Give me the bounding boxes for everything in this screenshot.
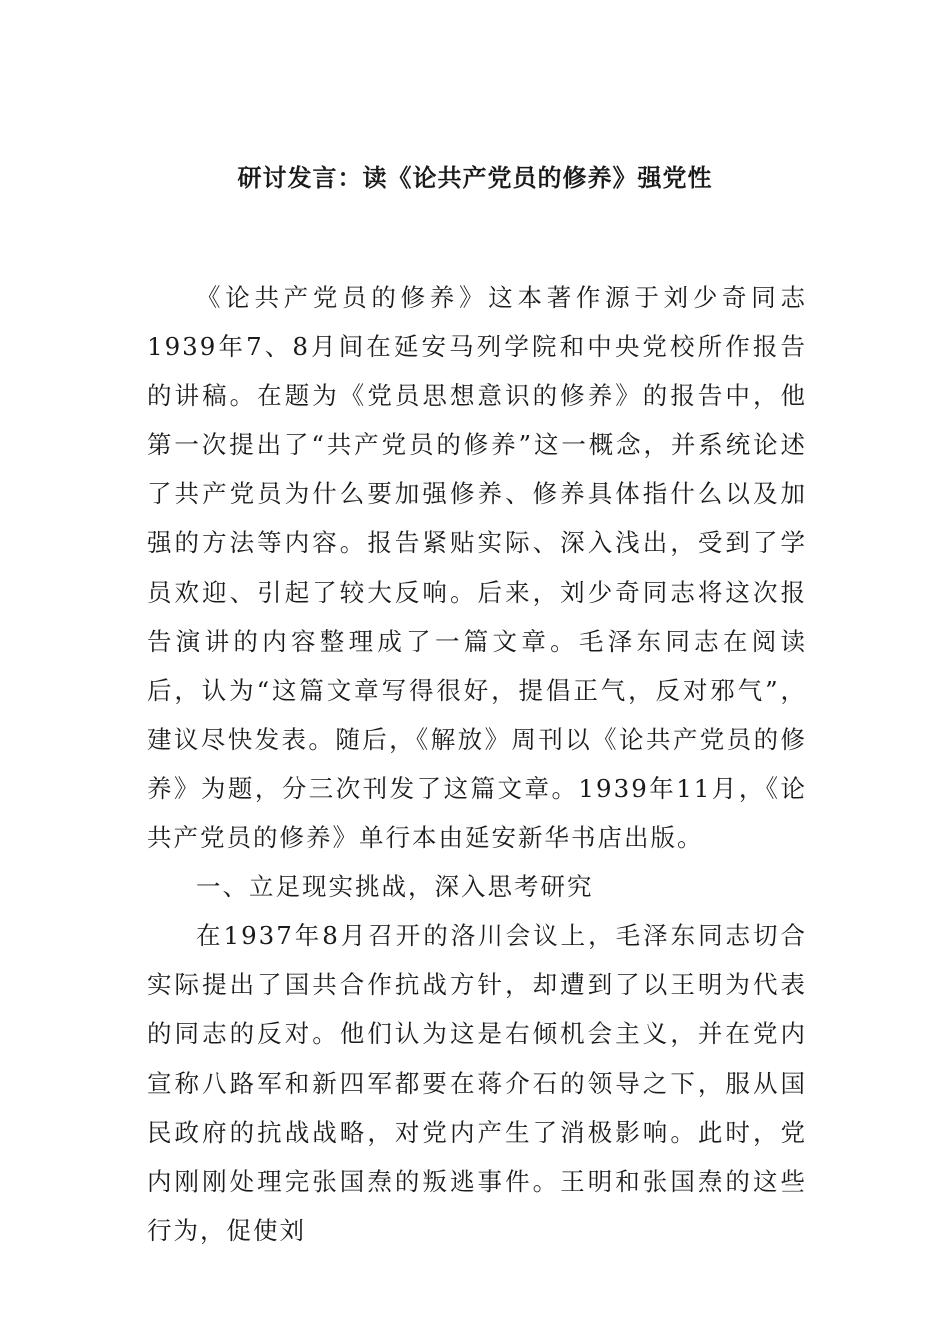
- document-body: [147, 273, 807, 1255]
- section-heading: 一、立足现实挑战，深入思考研究: [196, 872, 594, 902]
- body-paragraph: 《论共产党员的修养》这本著作源于刘少奇同志1939年7、8月间在延安马列学院和中央党校所作报告的讲稿。在题为《党员思想意识的修养》的报告中，他第一次提出了“共产党员的修养”这一概念，并系统论述了共产党员为什么要加强修养、修养具体指什么以及加强的方法等内容。报告紧贴实际、深入浅出，受到了学员欢迎、引起了较大反响。后来，刘少奇同志将这次报告演讲的内容整理成了一篇文章。毛泽东同志在阅读后，认为“这篇文章写得很好，提倡正气，反对邪气”，建议尽快发表。随后，《解放》周刊以《论共产党员的修养》为题，分三次刊发了这篇文章。1939年11月，《论共产党员的修养》单行本由延安新华书店出版。: [147, 283, 807, 853]
- document-title: 研讨发言：读《论共产党员的修养》强党性: [237, 164, 713, 192]
- section-paragraph: 在1937年8月召开的洛川会议上，毛泽东同志切合实际提出了国共合作抗战方针，却遭到了以王明为代表的同志的反对。他们认为这是右倾机会主义，并在党内宣称八路军和新四军都要在蒋介石的领导之下，服从国民政府的抗战战略，对党内产生了消极影响。此时，党内刚刚处理完张国焘的叛逃事件。王明和张国焘的这些行为，促使刘: [147, 921, 807, 1245]
